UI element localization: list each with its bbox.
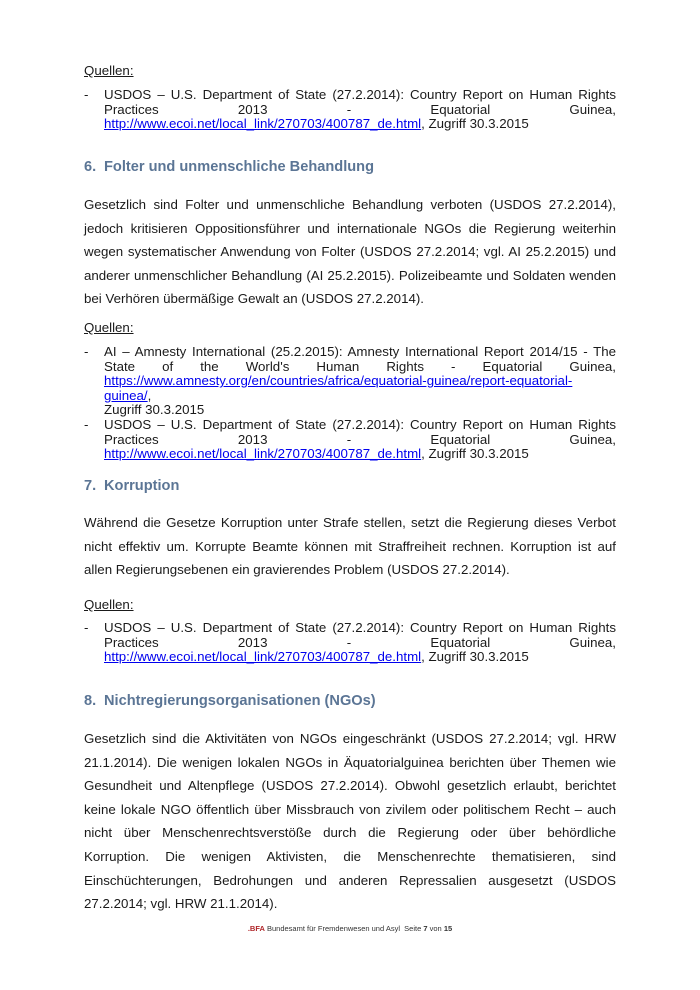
sources-label: Quellen: bbox=[84, 597, 134, 612]
list-dash: - bbox=[84, 416, 89, 432]
footer-page-label: Seite bbox=[404, 924, 422, 933]
list-dash: - bbox=[84, 344, 89, 359]
list-dash: - bbox=[84, 620, 89, 635]
list-dash: - bbox=[84, 87, 89, 102]
source-item: - USDOS – U.S. Department of State (27.2.2014): Country Report on Human Rights Practices 2013 - Equatorial Guinea, http://www.ecoi.net/local_link/270703/400787_de.html, Zugriff 30.3.2015 bbox=[84, 87, 616, 132]
sources-list bbox=[84, 88, 616, 132]
footer-page-total: 15 bbox=[443, 924, 453, 933]
source-link[interactable]: http://www.ecoi.net/local_link/270703/400787_de.html bbox=[104, 116, 422, 132]
footer-org: Bundesamt für Fremdenwesen und Asyl bbox=[267, 924, 400, 933]
sources-label: Quellen: bbox=[84, 63, 134, 78]
sources-list bbox=[84, 345, 616, 462]
section-heading-8: 8. Nichtregierungsorganisationen (NGOs) bbox=[84, 693, 376, 709]
footer-page-sep: von bbox=[429, 924, 442, 933]
paragraph-korruption: Während die Gesetze Korruption unter Strafe stellen, setzt die Regierung dieses Verbot nicht effektiv um. Korrupte Beamte können mit Straffreiheit rechnen. Korruption ist auf allen Regierungsebenen ein gravierendes Problem (USDOS 27.2.2014). bbox=[84, 515, 616, 578]
source-item: - USDOS – U.S. Department of State (27.2.2014): Country Report on Human Rights Practices 2013 - Equatorial Guinea, http://www.ecoi.net/local_link/270703/400787_de.html, Zugriff 30.3.2015 bbox=[84, 620, 616, 665]
source-item: - AI – Amnesty International (25.2.2015): Amnesty International Report 2014/15 - The State of the World's Human Rights - Equatorial Guinea, https://www.amnesty.org/en/countries/africa/equatorial-guinea/report-equatorial-guinea/, Zugriff 30.3.2015 bbox=[84, 344, 616, 418]
paragraph-folter: Gesetzlich sind Folter und unmenschliche Behandlung verboten (USDOS 27.2.2014), jedoch kritisieren Oppositionsführer und internationale NGOs die Regierung weiterhin wegen systematischer Anwendung von Folter (USDOS 27.2.2014; vgl. AI 25.2.2015) und anderer unmenschlicher Behandlung (AI 25.2.2015). Polizeibeamte und Soldaten wenden bei Verhören übermäßige Gewalt an (USDOS 27.2.2014). bbox=[84, 197, 616, 307]
source-link[interactable]: http://www.ecoi.net/local_link/270703/400787_de.html bbox=[104, 649, 422, 665]
sources-label: Quellen: bbox=[84, 320, 134, 335]
source-link[interactable]: http://www.ecoi.net/local_link/270703/400787_de.html bbox=[104, 446, 422, 462]
source-item: - USDOS – U.S. Department of State (27.2.2014): Country Report on Human Rights Practices 2013 - Equatorial Guinea, http://www.ecoi.net/local_link/270703/400787_de.html, Zugriff 30.3.2015 bbox=[84, 416, 616, 462]
section-heading-6: 6. Folter und unmenschliche Behandlung bbox=[84, 159, 374, 175]
paragraph-ngos: Gesetzlich sind die Aktivitäten von NGOs eingeschränkt (USDOS 27.2.2014; vgl. HRW 21.1.2014). Die wenigen lokalen NGOs in Äquatorialguinea berichten über Themen wie Gesundheit und Altenpflege (USDOS 27.2.2014). Obwohl gesetzlich erlaubt, berichtet keine lokale NGO öffentlich über Missbrauch von zivilem oder politischem Recht – auch nicht über Menschenrechtsverstöße durch die Regierung oder über behördliche Korruption. Die wenigen Aktivisten, die Menschenrechte thematisieren, sind Einschüchterungen, Bedrohungen und anderen Repressalien ausgesetzt (USDOS 27.2.2014; vgl. HRW 21.1.2014). bbox=[84, 731, 616, 912]
source-link[interactable]: https://www.amnesty.org/en/countries/africa/equatorial-guinea/report-equatorial-guinea/ bbox=[104, 373, 573, 403]
footer-page-current: 7 bbox=[423, 924, 428, 933]
page-footer bbox=[0, 924, 700, 933]
section-heading-7: 7. Korruption bbox=[84, 478, 180, 494]
sources-list bbox=[84, 621, 616, 665]
bfa-logo: .BFA bbox=[247, 924, 265, 933]
